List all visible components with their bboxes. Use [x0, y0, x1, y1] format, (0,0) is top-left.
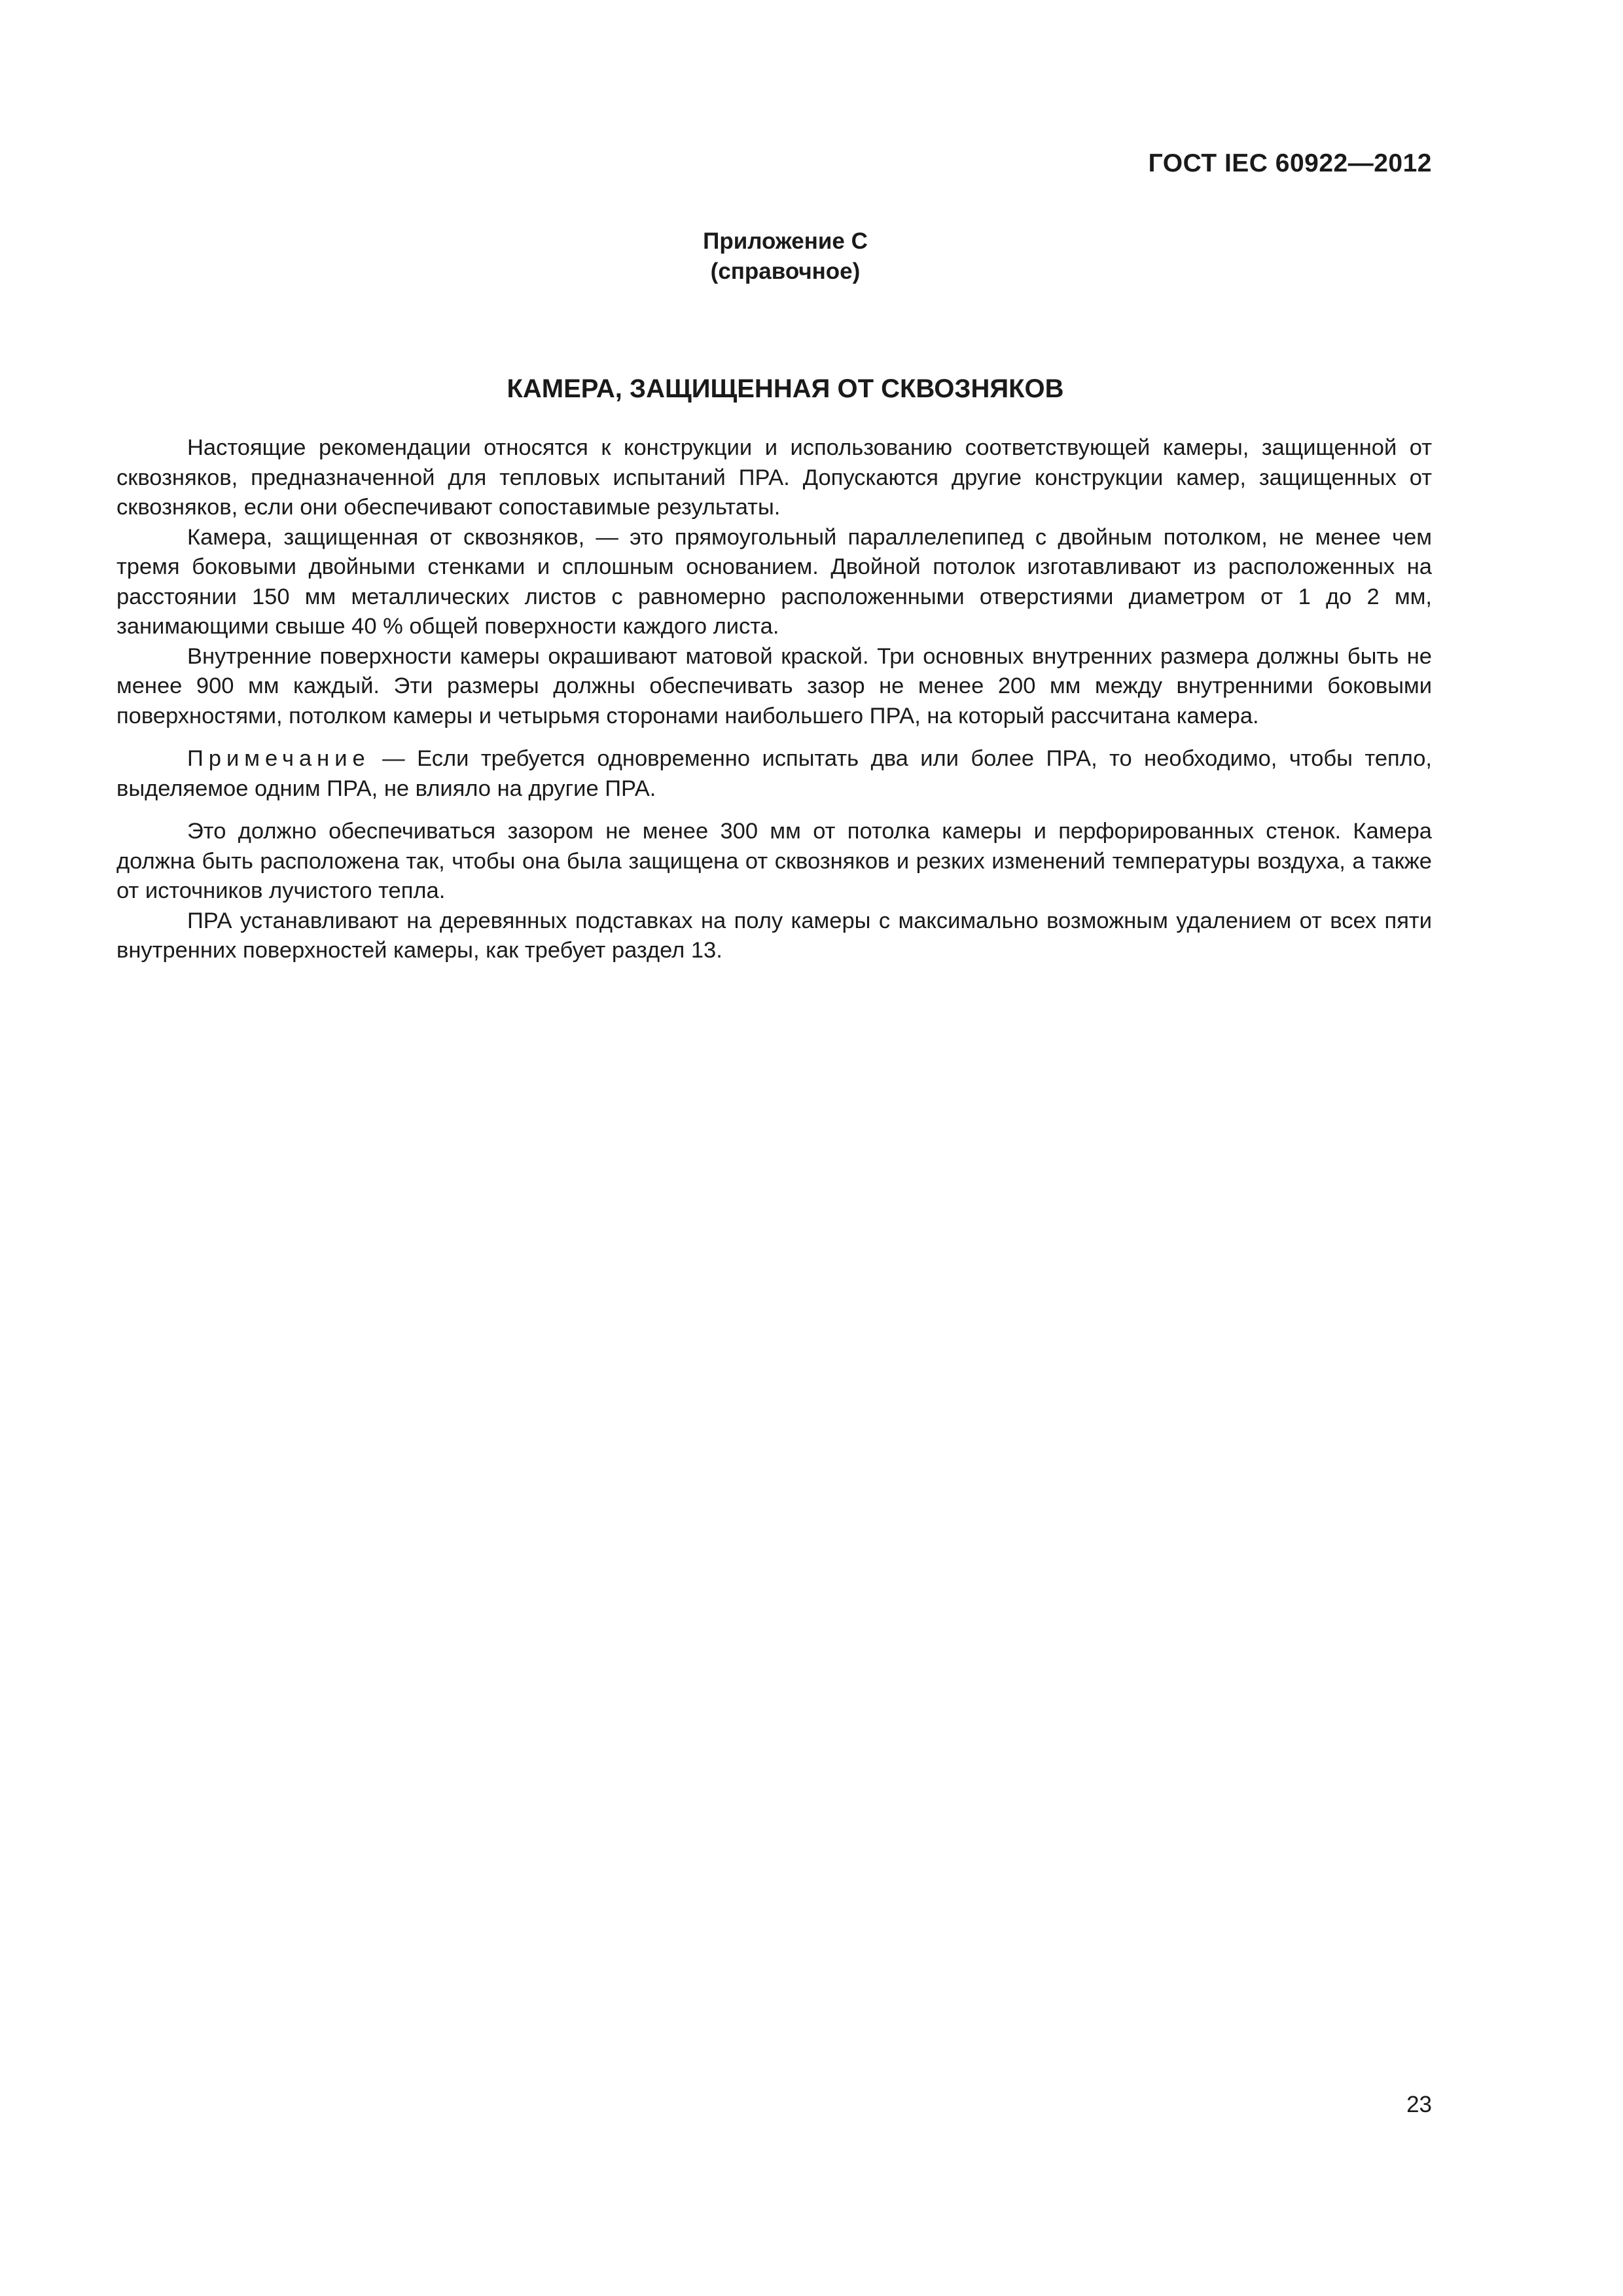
annex-heading: [0, 226, 1571, 287]
paragraph: Настоящие рекомендации относятся к конструкции и использованию соответствующей камеры, защищенной от сквозняков, предназначенной для тепловых испытаний ПРА. Допускаются другие конструкции камер, защищенных от сквозняков, если они обеспечивают сопоставимые результаты.: [116, 435, 1432, 520]
note-text: — Если требуется одновременно испытать два или более ПРА, то необходимо, чтобы тепло, выделяемое одним ПРА, не влияло на другие ПРА.: [116, 746, 1432, 801]
annex-title: Приложение С: [703, 228, 868, 254]
document-code: ГОСТ IEC 60922—2012: [1148, 149, 1432, 177]
paragraph: Это должно обеспечиваться зазором не менее 300 мм от потолка камеры и перфорированных стенок. Камера должна быть расположена так, чтобы она была защищена от сквозняков и резких изменений температуры воздуха, а также от источников лучистого тепла.: [116, 819, 1432, 903]
paragraph: ПРА устанавливают на деревянных подставках на полу камеры с максимально возможным удалением от всех пяти внутренних поверхностей камеры, как требует раздел 13.: [116, 908, 1432, 963]
paragraph: Камера, защищенная от сквозняков, — это прямоугольный параллелепипед с двойным потолком, не менее чем тремя боковыми двойными стенками и сплошным основанием. Двойной потолок изготавливают из расположенных на расстоянии 150 мм металлических листов с равномерно расположенными отверстиями диаметром от 1 до 2 мм, занимающими свыше 40 % общей поверхности каждого листа.: [116, 524, 1432, 639]
body-text: [116, 433, 1432, 966]
section-title: КАМЕРА, ЗАЩИЩЕННАЯ ОТ СКВОЗНЯКОВ: [507, 374, 1064, 403]
paragraph: Внутренние поверхности камеры окрашивают матовой краской. Три основных внутренних размера должны быть не менее 900 мм каждый. Эти размеры должны обеспечивать зазор не менее 200 мм между внутренними боковыми поверхностями, потолком камеры и четырьмя сторонами наибольшего ПРА, на который рассчитана камера.: [116, 643, 1432, 728]
note-paragraph: [116, 744, 1432, 804]
page-number: 23: [1406, 2092, 1432, 2117]
note-label: Примечание: [187, 746, 370, 771]
annex-status: (справочное): [710, 259, 861, 284]
